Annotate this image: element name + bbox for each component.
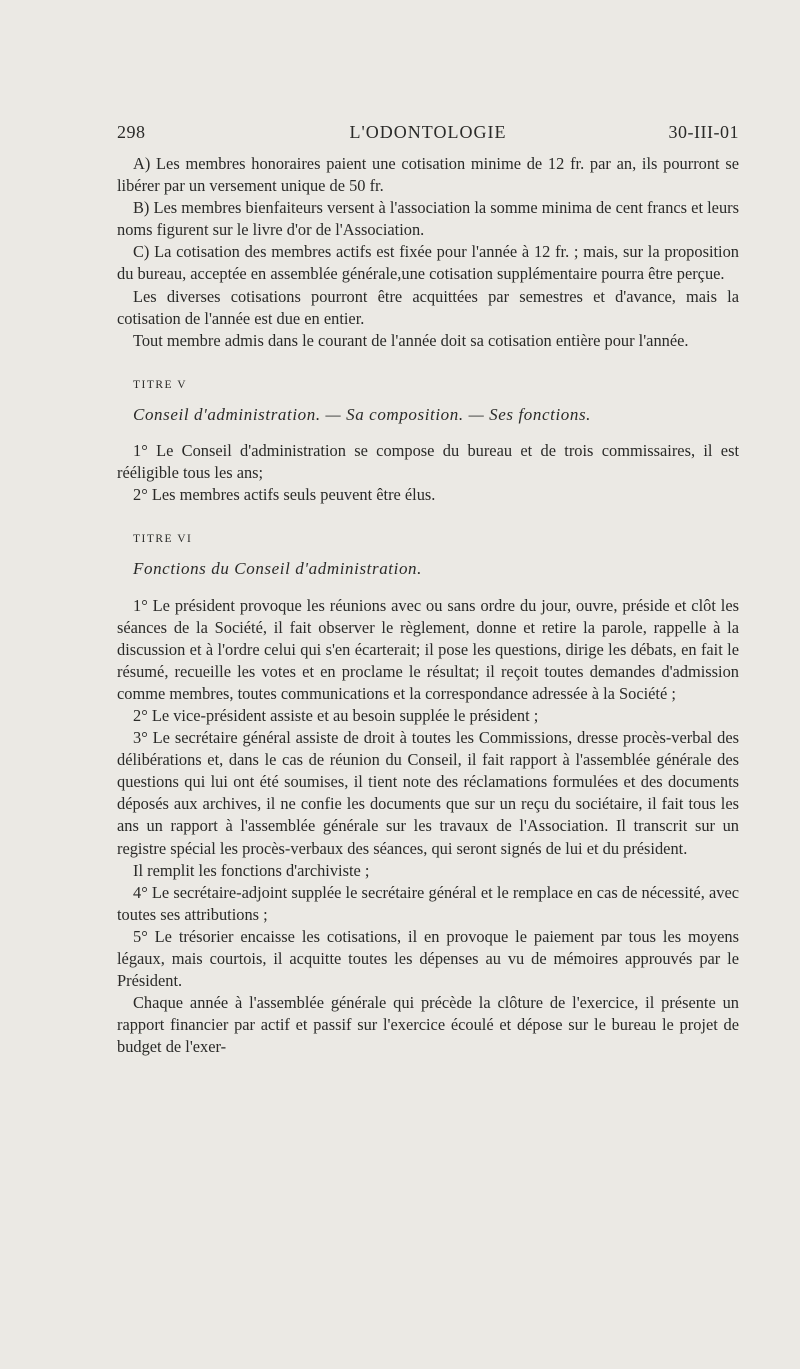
paragraph-cotisations: Les diverses cotisations pourront être acquittées par semestres et d'avance, mais la cotisation de l'année est due en entier. (117, 286, 739, 328)
titre-v-subtitle: Conseil d'administration. — Sa composition. — Ses fonctions. (133, 404, 592, 424)
titre-vi-subtitle: Fonctions du Conseil d'administration. (133, 559, 422, 579)
paragraph-a: A) Les membres honoraires paient une cotisation minime de 12 fr. par an, ils pourront se libérer par un versement unique de 50 fr. (117, 154, 739, 196)
paragraph-b: B) Les membres bienfaiteurs versent à l'association la somme minima de cent francs et leurs noms figurent sur le livre d'or de l'Association. (117, 198, 739, 240)
paragraph-c: C) La cotisation des membres actifs est fixée pour l'année à 12 fr. ; mais, sur la proposition du bureau, acceptée en assemblée générale,une cotisation supplémentaire pourra être perçue. (117, 242, 739, 284)
body-text (117, 153, 739, 1058)
titre-vi-paragraph-vice-president: 2° Le vice-président assiste et au besoin supplée le président ; (133, 705, 539, 725)
page-number: 298 (117, 122, 146, 142)
running-title: L'ODONTOLOGIE (349, 122, 507, 142)
paragraph-membre-admis: Tout membre admis dans le courant de l'année doit sa cotisation entière pour l'année. (133, 330, 689, 350)
titre-vi-heading: TITRE VI (133, 533, 193, 546)
titre-vi-paragraph-tresorier: 5° Le trésorier encaisse les cotisations, il en provoque le paiement par tous les moyens légaux, mais courtois, il acquitte toutes les dépenses au vu de mémoires approuvés par le Président. (117, 926, 739, 991)
titre-vi-paragraph-archiviste: Il remplit les fonctions d'archiviste ; (133, 860, 370, 880)
titre-v-heading: TITRE V (133, 378, 188, 391)
titre-vi-paragraph-president: 1° Le président provoque les réunions avec ou sans ordre du jour, ouvre, préside et clôt les séances de la Société, il fait observer le règlement, donne et retire la parole, rappelle à la discussion et à l'ordre celui qui s'en écarterait; il pose les questions, dirige les débats, en fait le résumé, recueille les votes et en proclame le résultat; il reçoit toutes demandes d'admission comme membres, toutes communications et la correspondance adressée à la Société ; (117, 595, 739, 703)
titre-vi-paragraph-secretaire: 3° Le secrétaire général assiste de droit à toutes les Commissions, dresse procès-verbal des délibérations et, dans le cas de réunion du Conseil, il fait rapport à l'assemblée générale des questions qui lui ont été soumises, il tient note des réclamations formulées et des documents déposés aux archives, il ne confie les documents que sur un reçu du sociétaire, il fait tous les ans un rapport à l'assemblée générale sur les travaux de l'Association. Il transcrit sur un registre spécial les procès-verbaux des séances, qui seront signés de lui et du président. (117, 728, 739, 858)
issue-date: 30-III-01 (668, 122, 739, 142)
titre-vi-paragraph-secretaire-adjoint: 4° Le secrétaire-adjoint supplée le secrétaire général et le remplace en cas de nécessité, avec toutes ses attributions ; (117, 882, 739, 924)
titre-v-paragraph-2: 2° Les membres actifs seuls peuvent être élus. (133, 485, 436, 505)
titre-v-paragraph-1: 1° Le Conseil d'administration se compose du bureau et de trois commissaires, il est rééligible tous les ans; (117, 441, 739, 483)
titre-vi-paragraph-rapport: Chaque année à l'assemblée générale qui précède la clôture de l'exercice, il présente un rapport financier par actif et passif sur l'exercice écoulé et dépose sur le bureau le projet de budget de l'exer- (117, 993, 739, 1057)
